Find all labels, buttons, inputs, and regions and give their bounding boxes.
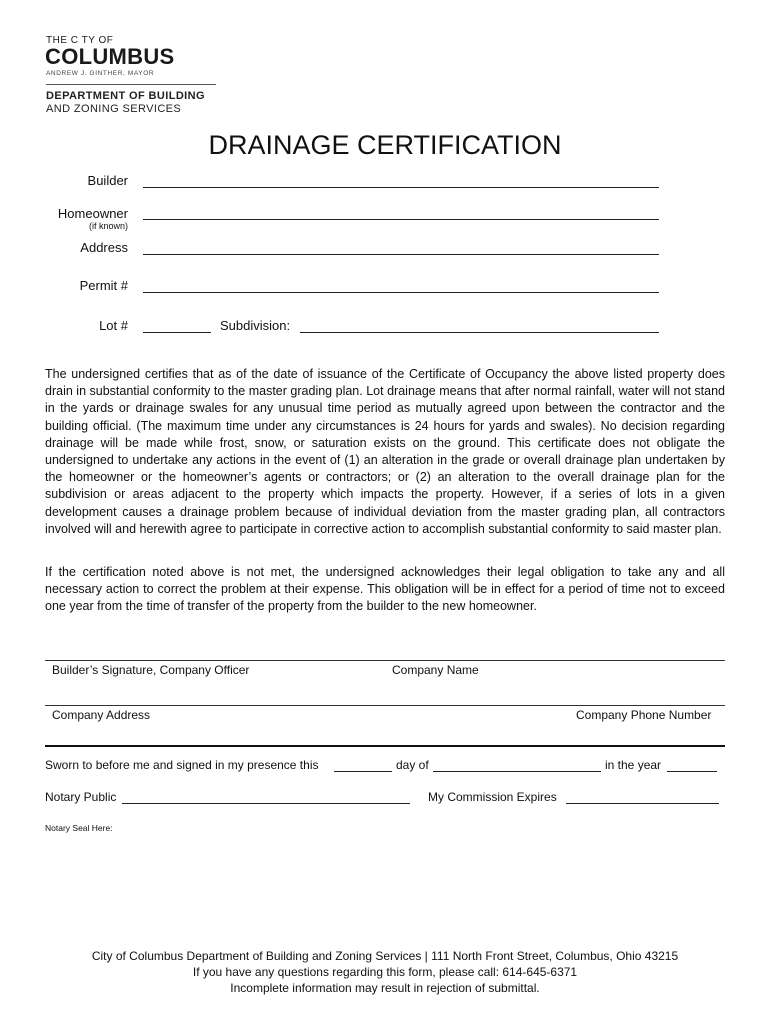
- company-name-label: Company Name: [392, 663, 479, 677]
- company-address-label: Company Address: [52, 708, 151, 722]
- city-logo-wordmark: COLUMBUS: [45, 44, 175, 69]
- homeowner-label: Homeowner: [57, 206, 128, 221]
- notary-seal-label: Notary Seal Here:: [45, 823, 113, 833]
- sworn-year-label: in the year: [605, 758, 662, 772]
- footer-contact: If you have any questions regarding this form, please call: 614-645-6371: [192, 965, 578, 979]
- notary-public-label: Notary Public: [45, 790, 117, 804]
- notary-public-field[interactable]: [122, 803, 410, 804]
- city-logo-mayor-text: ANDREW J. GINTHER, MAYOR: [46, 70, 155, 77]
- commission-expires-field[interactable]: [566, 803, 719, 804]
- builder-field[interactable]: [143, 187, 659, 188]
- address-field[interactable]: [143, 254, 659, 255]
- signature-line-builder[interactable]: [45, 660, 725, 661]
- department-name-line1: DEPARTMENT OF BUILDING: [46, 90, 205, 102]
- footer-address: City of Columbus Department of Building and Zoning Services | 111 North Front Street, Columbus, Ohio 43215: [91, 949, 679, 963]
- builder-signature-label: Builder’s Signature, Company Officer: [52, 663, 250, 677]
- subdivision-label: Subdivision:: [220, 318, 291, 333]
- logo-divider: [46, 84, 216, 85]
- company-phone-label: Company Phone Number: [576, 708, 712, 722]
- commission-expires-label: My Commission Expires: [428, 790, 557, 804]
- permit-field[interactable]: [143, 292, 659, 293]
- department-name-line2: AND ZONING SERVICES: [46, 103, 182, 115]
- homeowner-field[interactable]: [143, 219, 659, 220]
- builder-label: Builder: [87, 173, 128, 188]
- sworn-date-field[interactable]: [334, 771, 392, 772]
- sworn-year-field[interactable]: [667, 771, 717, 772]
- notary-section-divider: [45, 745, 725, 747]
- sworn-month-field[interactable]: [433, 771, 601, 772]
- address-label: Address: [80, 240, 128, 255]
- page-title: DRAINAGE CERTIFICATION: [208, 130, 562, 160]
- city-logo-top-text: THE C TY OF: [46, 35, 114, 46]
- footer-warning: Incomplete information may result in rejection of submittal.: [230, 981, 540, 995]
- sworn-day-of-label: day of: [396, 758, 429, 772]
- subdivision-field[interactable]: [300, 332, 659, 333]
- sworn-statement-label: Sworn to before me and signed in my presence this: [45, 758, 319, 772]
- lot-field[interactable]: [143, 332, 211, 333]
- lot-label: Lot #: [99, 318, 128, 333]
- permit-label: Permit #: [79, 278, 128, 293]
- signature-line-address[interactable]: [45, 705, 725, 706]
- obligation-paragraph: If the certification noted above is not met, the undersigned acknowledges their legal obligation to take any and all necessary action to correct the problem at their expense. This obligation will be in effect for a period of time not to exceed one year from the time of transfer of the property from the builder to the new homeowner.: [45, 565, 725, 614]
- homeowner-note: (if known): [88, 221, 128, 231]
- certification-paragraph: The undersigned certifies that as of the date of issuance of the Certificate of Occupancy the above listed property does drain in substantial conformity to the master grading plan. Lot drainage means that after normal rainfall, water will not stand in the yards or drainage swales for any unusual time period as mutually agreed upon between the contractor and the building official. (The maximum time under any circumstances is 24 hours for yards and swales). No decision regarding drainage will be made while frost, snow, or saturation exists on the ground. This certificate does not obligate the undersigned to undertake any actions in the event of (1) an alteration in the grade or overall drainage plan undertaken by the homeowner or the homeowner’s agents or contractors; or (2) an alteration to the overall drainage plan for the subdivision or areas adjacent to the property which impacts the property. However, if a series of lots in a given development causes a drainage problem because of individual deviation from the master grading plan, all contractors involved will and herewith agree to participate in corrective action to accomplish substantial conformity to said master plan.: [45, 367, 725, 536]
